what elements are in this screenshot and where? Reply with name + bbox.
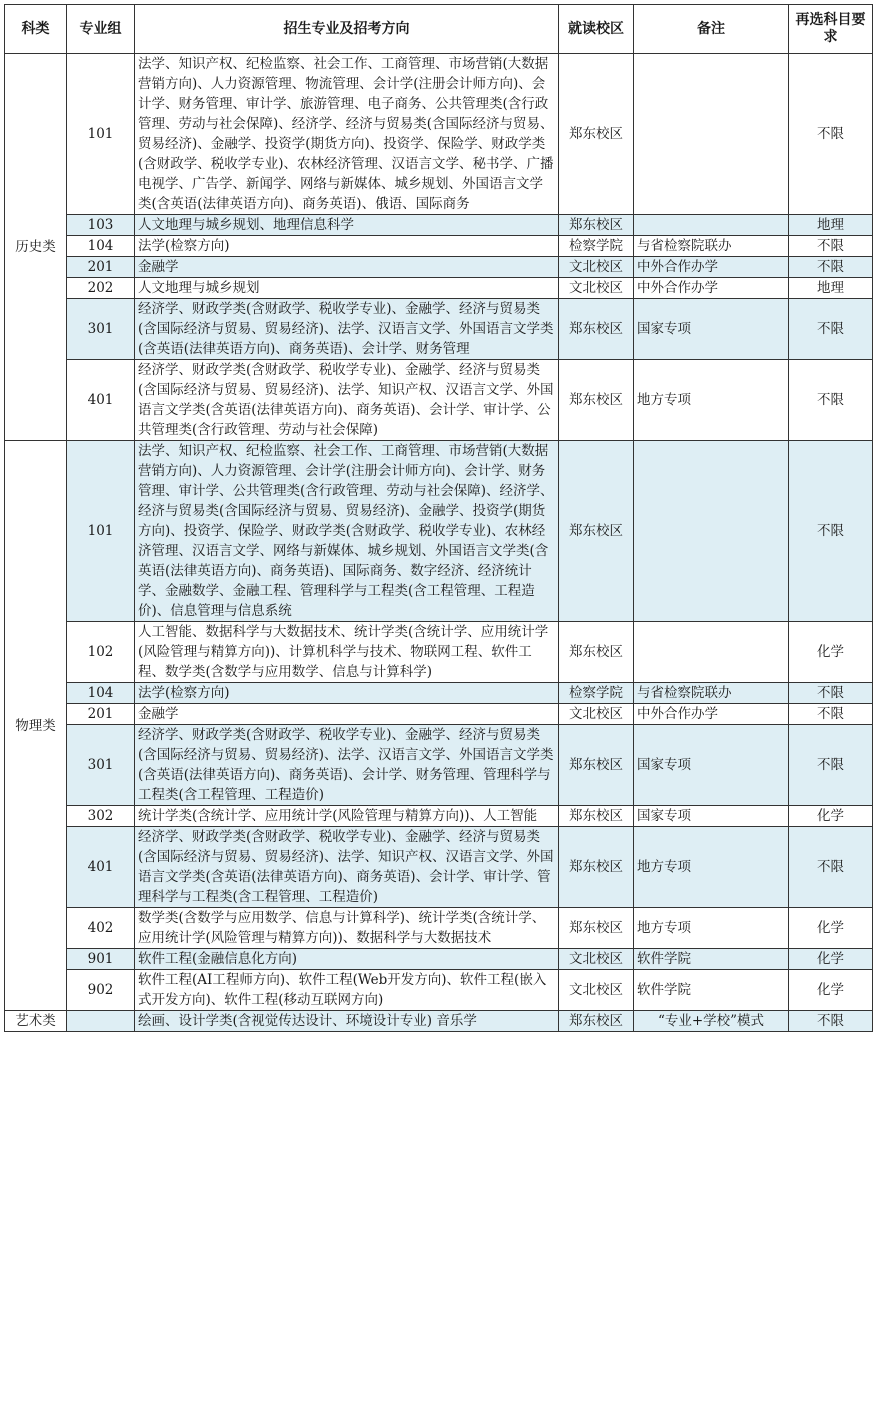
note-cell	[634, 441, 789, 622]
majors-cell: 经济学、财政学类(含财政学、税收学专业)、金融学、经济与贸易类(含国际经济与贸易、贸易经济)、法学、汉语言文学、外国语言文学类(含英语(法律英语方向)、商务英语)、会计学、财务管理、管理科学与工程类(含工程管理、工程造价)	[135, 725, 559, 806]
requirement-cell: 不限	[789, 360, 873, 441]
campus-cell: 郑东校区	[559, 360, 634, 441]
requirement-cell: 不限	[789, 54, 873, 215]
campus-cell: 文北校区	[559, 257, 634, 278]
majors-cell: 统计学类(含统计学、应用统计学(风险管理与精算方向))、人工智能	[135, 806, 559, 827]
campus-cell: 文北校区	[559, 704, 634, 725]
requirement-cell: 不限	[789, 257, 873, 278]
table-row	[5, 54, 873, 215]
campus-cell: 郑东校区	[559, 299, 634, 360]
requirement-cell: 不限	[789, 725, 873, 806]
table-row	[5, 908, 873, 949]
majors-cell: 人文地理与城乡规划、地理信息科学	[135, 215, 559, 236]
majors-cell: 人文地理与城乡规划	[135, 278, 559, 299]
header-group: 专业组	[67, 5, 135, 54]
group-cell: 201	[67, 704, 135, 725]
campus-cell: 检察学院	[559, 683, 634, 704]
group-cell: 101	[67, 54, 135, 215]
group-cell: 302	[67, 806, 135, 827]
group-cell: 301	[67, 725, 135, 806]
requirement-cell: 化学	[789, 949, 873, 970]
requirement-cell: 不限	[789, 441, 873, 622]
requirement-cell: 化学	[789, 806, 873, 827]
note-cell	[634, 54, 789, 215]
majors-cell: 绘画、设计学类(含视觉传达设计、环境设计专业) 音乐学	[135, 1011, 559, 1032]
majors-cell: 金融学	[135, 704, 559, 725]
requirement-cell: 不限	[789, 683, 873, 704]
note-cell: 国家专项	[634, 725, 789, 806]
group-cell: 901	[67, 949, 135, 970]
majors-cell: 法学、知识产权、纪检监察、社会工作、工商管理、市场营销(大数据营销方向)、人力资源管理、物流管理、会计学(注册会计师方向)、会计学、财务管理、审计学、旅游管理、电子商务、公共管理类(含行政管理、劳动与社会保障)、经济学、经济与贸易类(含国际经济与贸易、贸易经济)、金融学、投资学(期货方向)、投资学、保险学、财政学类(含财政学、税收学专业)、农林经济管理、汉语言文学、秘书学、广播电视学、广告学、新闻学、网络与新媒体、城乡规划、外国语言文学类(含英语(法律英语方向)、商务英语)、俄语、国际商务	[135, 54, 559, 215]
header-category: 科类	[5, 5, 67, 54]
majors-cell: 法学(检察方向)	[135, 236, 559, 257]
requirement-cell: 不限	[789, 827, 873, 908]
requirement-cell: 不限	[789, 1011, 873, 1032]
note-cell: 中外合作办学	[634, 257, 789, 278]
note-cell: 与省检察院联办	[634, 236, 789, 257]
requirement-cell: 化学	[789, 970, 873, 1011]
campus-cell: 文北校区	[559, 278, 634, 299]
table-row	[5, 257, 873, 278]
table-row	[5, 441, 873, 622]
group-cell: 902	[67, 970, 135, 1011]
campus-cell: 郑东校区	[559, 827, 634, 908]
category-cell: 历史类	[5, 54, 67, 441]
requirement-cell: 地理	[789, 278, 873, 299]
table-row	[5, 360, 873, 441]
group-cell: 103	[67, 215, 135, 236]
majors-cell: 软件工程(AI工程师方向)、软件工程(Web开发方向)、软件工程(嵌入式开发方向)、软件工程(移动互联网方向)	[135, 970, 559, 1011]
note-cell	[634, 215, 789, 236]
table-row	[5, 806, 873, 827]
campus-cell: 文北校区	[559, 949, 634, 970]
header-requirement: 再选科目要求	[789, 5, 873, 54]
table-row	[5, 622, 873, 683]
note-cell: 软件学院	[634, 949, 789, 970]
campus-cell: 郑东校区	[559, 725, 634, 806]
campus-cell: 郑东校区	[559, 806, 634, 827]
group-cell: 102	[67, 622, 135, 683]
group-cell: 104	[67, 236, 135, 257]
admissions-table	[4, 4, 873, 1032]
table-row	[5, 278, 873, 299]
group-cell: 401	[67, 827, 135, 908]
table-row	[5, 215, 873, 236]
majors-cell: 软件工程(金融信息化方向)	[135, 949, 559, 970]
requirement-cell: 不限	[789, 704, 873, 725]
requirement-cell: 不限	[789, 236, 873, 257]
campus-cell: 郑东校区	[559, 622, 634, 683]
note-cell: 软件学院	[634, 970, 789, 1011]
campus-cell: 文北校区	[559, 970, 634, 1011]
requirement-cell: 地理	[789, 215, 873, 236]
table-header-row	[5, 5, 873, 54]
table-row	[5, 683, 873, 704]
note-cell	[634, 622, 789, 683]
majors-cell: 法学(检察方向)	[135, 683, 559, 704]
note-cell: 地方专项	[634, 360, 789, 441]
campus-cell: 郑东校区	[559, 54, 634, 215]
requirement-cell: 不限	[789, 299, 873, 360]
table-row	[5, 299, 873, 360]
category-cell: 艺术类	[5, 1011, 67, 1032]
campus-cell: 郑东校区	[559, 908, 634, 949]
majors-cell: 经济学、财政学类(含财政学、税收学专业)、金融学、经济与贸易类(含国际经济与贸易、贸易经济)、法学、知识产权、汉语言文学、外国语言文学类(含英语(法律英语方向)、商务英语)、会计学、审计学、管理科学与工程类(含工程管理、工程造价)	[135, 827, 559, 908]
majors-cell: 数学类(含数学与应用数学、信息与计算科学)、统计学类(含统计学、应用统计学(风险管理与精算方向))、数据科学与大数据技术	[135, 908, 559, 949]
table-row	[5, 704, 873, 725]
header-note: 备注	[634, 5, 789, 54]
group-cell: 101	[67, 441, 135, 622]
note-cell: 国家专项	[634, 806, 789, 827]
majors-cell: 人工智能、数据科学与大数据技术、统计学类(含统计学、应用统计学(风险管理与精算方向))、计算机科学与技术、物联网工程、软件工程、数学类(含数学与应用数学、信息与计算科学)	[135, 622, 559, 683]
table-row	[5, 1011, 873, 1032]
group-cell: 104	[67, 683, 135, 704]
table-row	[5, 827, 873, 908]
campus-cell: 检察学院	[559, 236, 634, 257]
group-cell	[67, 1011, 135, 1032]
group-cell: 202	[67, 278, 135, 299]
note-cell: 中外合作办学	[634, 704, 789, 725]
note-cell: 地方专项	[634, 908, 789, 949]
group-cell: 402	[67, 908, 135, 949]
note-cell: “专业+学校”模式	[634, 1011, 789, 1032]
campus-cell: 郑东校区	[559, 441, 634, 622]
note-cell: 地方专项	[634, 827, 789, 908]
table-row	[5, 725, 873, 806]
table-row	[5, 949, 873, 970]
campus-cell: 郑东校区	[559, 1011, 634, 1032]
requirement-cell: 化学	[789, 908, 873, 949]
majors-cell: 金融学	[135, 257, 559, 278]
requirement-cell: 化学	[789, 622, 873, 683]
majors-cell: 经济学、财政学类(含财政学、税收学专业)、金融学、经济与贸易类(含国际经济与贸易、贸易经济)、法学、汉语言文学、外国语言文学类(含英语(法律英语方向)、商务英语)、会计学、财务管理	[135, 299, 559, 360]
note-cell: 国家专项	[634, 299, 789, 360]
note-cell: 与省检察院联办	[634, 683, 789, 704]
group-cell: 401	[67, 360, 135, 441]
header-campus: 就读校区	[559, 5, 634, 54]
group-cell: 201	[67, 257, 135, 278]
category-cell: 物理类	[5, 441, 67, 1011]
note-cell: 中外合作办学	[634, 278, 789, 299]
table-row	[5, 236, 873, 257]
header-majors: 招生专业及招考方向	[135, 5, 559, 54]
campus-cell: 郑东校区	[559, 215, 634, 236]
majors-cell: 经济学、财政学类(含财政学、税收学专业)、金融学、经济与贸易类(含国际经济与贸易、贸易经济)、法学、知识产权、汉语言文学、外国语言文学类(含英语(法律英语方向)、商务英语)、会计学、审计学、公共管理类(含行政管理、劳动与社会保障)	[135, 360, 559, 441]
table-row	[5, 970, 873, 1011]
group-cell: 301	[67, 299, 135, 360]
majors-cell: 法学、知识产权、纪检监察、社会工作、工商管理、市场营销(大数据营销方向)、人力资源管理、会计学(注册会计师方向)、会计学、财务管理、审计学、公共管理类(含行政管理、劳动与社会保障)、经济学、经济与贸易类(含国际经济与贸易、贸易经济)、金融学、投资学(期货方向)、投资学、保险学、财政学类(含财政学、税收学专业)、农林经济管理、汉语言文学、网络与新媒体、城乡规划、外国语言文学类(含英语(法律英语方向)、商务英语)、国际商务、数字经济、经济统计学、金融数学、金融工程、管理科学与工程类(含工程管理、工程造价)、信息管理与信息系统	[135, 441, 559, 622]
